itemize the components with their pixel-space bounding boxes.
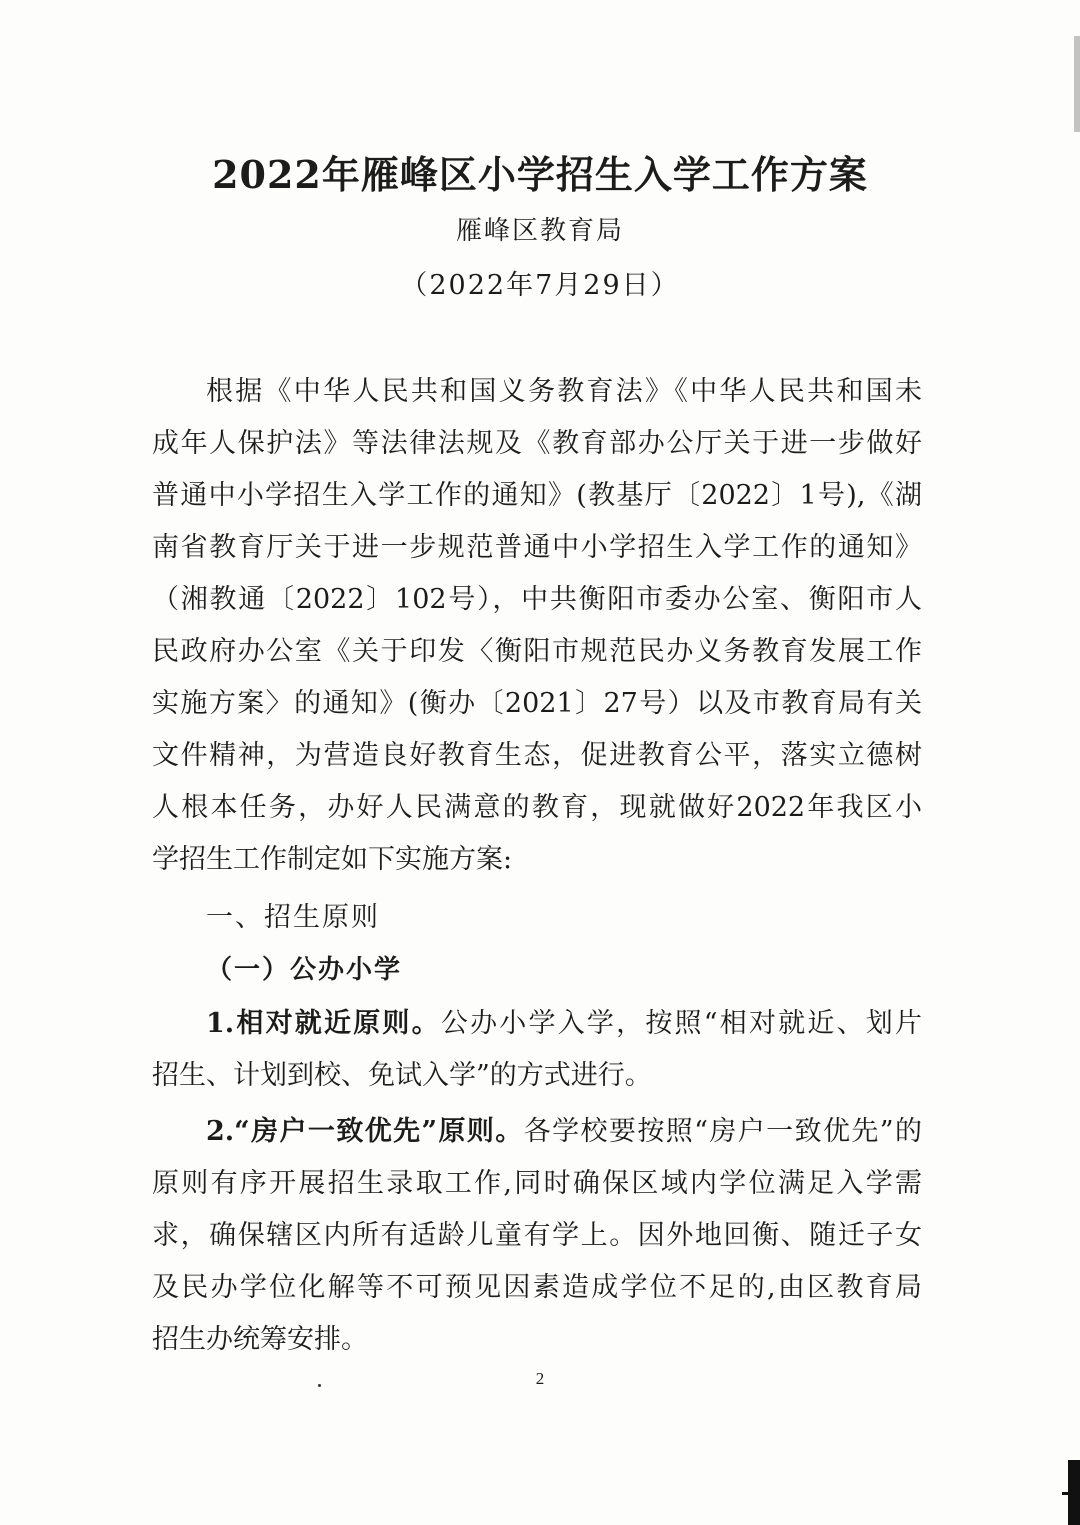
intro-line: 南省教育厅关于进一步规范普通中小学招生入学工作的通知》 [152, 532, 922, 563]
principle-2-text: 各学校要按照“房户一致优先”的 [523, 1116, 922, 1147]
intro-line: 普通中小学招生入学工作的通知》(教基厅〔2022〕1号),《湖 [152, 480, 922, 511]
principle-2-line: 原则有序开展招生录取工作,同时确保区域内学位满足入学需 [152, 1168, 922, 1199]
intro-line: 民政府办公室《关于印发〈衡阳市规范民办义务教育发展工作 [152, 636, 922, 667]
principle-1-line [206, 998, 922, 1050]
intro-line: 根据《中华人民共和国义务教育法》《中华人民共和国未 [206, 376, 922, 407]
principle-2-line [206, 1106, 922, 1158]
intro-line: （湘教通〔2022〕102号），中共衡阳市委办公室、衡阳市人 [152, 584, 922, 615]
principle-1-title: 1.相对就近原则。 [206, 1008, 441, 1039]
intro-line: 学招生工作制定如下实施方案: [152, 844, 513, 875]
scan-edge-mark [1062, 1492, 1068, 1495]
intro-line: 实施方案〉的通知》(衡办〔2021〕27号）以及市教育局有关 [152, 688, 922, 719]
intro-line: 成年人保护法》等法律法规及《教育部办公厅关于进一步做好 [152, 428, 922, 459]
principle-2-line: 招生办统筹安排。 [152, 1324, 368, 1355]
scan-edge-mark [1068, 1460, 1080, 1525]
document-title: 2022年雁峰区小学招生入学工作方案 [212, 152, 868, 197]
scan-edge-mark [1074, 36, 1080, 132]
document-issuer: 雁峰区教育局 [455, 216, 624, 246]
principle-2-line: 求，确保辖区内所有适龄儿童有学上。因外地回衡、随迁子女 [152, 1220, 922, 1251]
principle-1-text: 公办小学入学，按照“相对就近、划片 [440, 1008, 922, 1039]
page-number: 2 [535, 1369, 545, 1388]
principle-2-line: 及民办学位化解等不可预见因素造成学位不足的,由区教育局 [152, 1272, 922, 1303]
document-date: （2022年7月29日） [400, 270, 680, 301]
principle-2-title: 2.“房户一致优先”原则。 [206, 1116, 524, 1147]
subsection-heading: （一）公办小学 [206, 955, 403, 985]
section-heading: 一、招生原则 [206, 902, 380, 933]
principle-1-line: 招生、计划到校、免试入学”的方式进行。 [152, 1060, 652, 1091]
intro-line: 文件精神，为营造良好教育生态，促进教育公平，落实立德树 [152, 740, 922, 771]
intro-line: 人根本任务，办好人民满意的教育，现就做好2022年我区小 [152, 792, 922, 823]
